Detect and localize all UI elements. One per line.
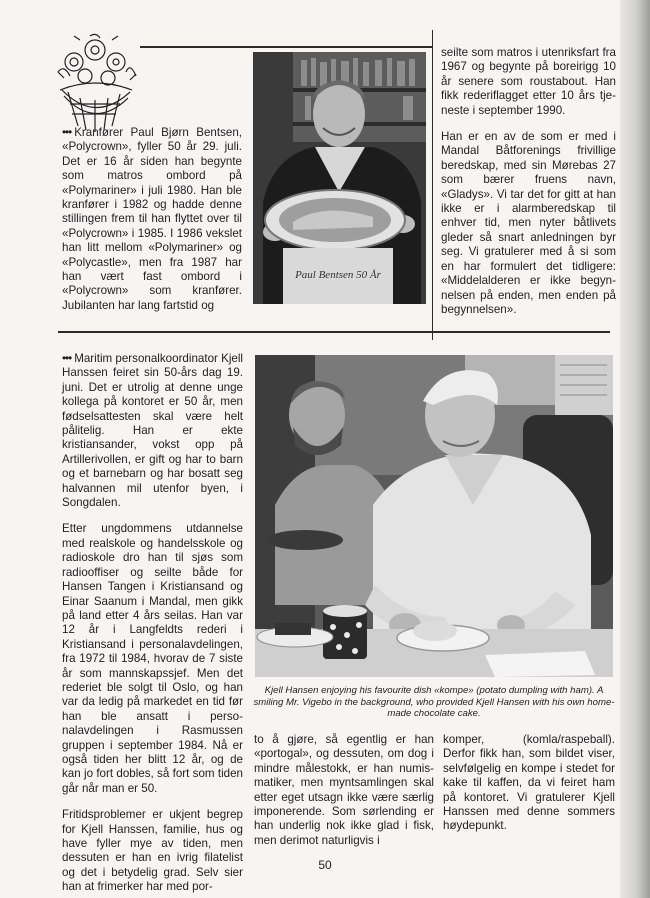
article1-continued-paragraph-2: Han er en av de som er med i Mandal Båtforenings frivillige beredskap, med sin Mørebas 27 som bærer fruens navn, «Gladys». Vi tar det for gitt at han ikke er i alarmberedskap til enhver tid, men nyter båtlivets gleder så snart anledningen byr seg. Vi gratulerer med å si som en har formulert det tidligere: «Middelalderen er ikke begynnelsen på enden, men enden på begynnelsen».: [441, 130, 616, 316]
article2-left-column: [62, 352, 244, 894]
article2-middle-column: [254, 733, 434, 845]
cake-inscription: Paul Bentsen 50 År: [295, 269, 381, 281]
article2-right-column: [443, 733, 615, 845]
article2-right-text: komper, (komla/raspeball). Derfor fikk han, som bildet viser, selvfølgelig en kompe i stedet for kake til kaffen, da vi feiret ham på kontoret. Vi gratulerer Kjell Hanssen med denne sommers høydepunkt.: [443, 733, 615, 833]
article2-middle-text: to å gjøre, så egentlig er han «portogal», og dessuten, om dog i mindre målestokk, er han numismatiker, men myntsamlingen skal etter eget utsagn ikke være særlig imponerende. Som sørlending er han underlig nok ikke glad i fisk, men derimot naturligvis i: [254, 733, 434, 847]
top-rule-left: [140, 46, 432, 48]
article2-paragraph-1: [62, 352, 243, 510]
page-number: 50: [318, 858, 332, 872]
flower-basket-logo: [50, 32, 140, 132]
photo-caption: Kjell Hansen enjoying his favourite dish «kompe» (potato dumpling with ham). A smiling Mr. Vigebo in the background, who provided Kjell Hansen with his own home-made chocolate cake.: [253, 685, 615, 720]
article2-paragraph-2: Etter ungdommens utdannelse med realskole og handelsskole og radioskole dro han til sjøs som radiooffiser og seilte både for Hansen Tangen i Kristiansand og Einar Saanum i Mandal, men gikk på land etter 4 års seilas. Han var 12 år i Langfeldts rederi i Kristiansand i personalavdelingen, fra 1972 til 1984, hvorav de 7 siste år som mannskapssjef. Men det rederiet ble solgt til Oslo, og han var da ledig på markedet en tid før han ble ansatt i personalavdelingen i Rasmussen gruppen i september 1984. Nå er også tiden her blitt 12 år, og de kan jo fort dobles, så fort som tiden går når man er 50.: [62, 522, 243, 795]
article1-left-column: [62, 126, 242, 326]
article2-paragraph-3: Fritidsproblemer er ukjent begrep for Kjell Hanssen, familie, hus og have fyller mye av tiden, men dessuten er han en ivrig filatelist og det i betydelig grad. Selv sier han at frimerker har med por-: [62, 808, 243, 894]
photo-kjell-hanssen-kompe: [255, 355, 613, 677]
column-separator-top: [432, 30, 433, 340]
photo-paul-bentsen-cake: [253, 52, 426, 304]
bullet-marker: •••: [62, 126, 72, 139]
article1-right-column: [441, 46, 616, 326]
bullet-marker: •••: [62, 352, 72, 365]
section-divider: [58, 331, 610, 333]
article1-lead-text: Kranfører Paul Bjørn Bentsen, «Polycrown», fyller 50 år 29. juli. Det er 16 år siden han begynte som matros ombord på «Polymariner» i juli 1980. Han ble kranfører i 1982 og hadde denne stillingen frem til han flyttet over til «Polycrown» i 1985. I 1986 vekslet han litt mellom «Polymariner» og «Polycastle», men fra 1987 har han vært fast ombord i «Polycrown» som kranfører. Jubilanten har lang fartstid og: [62, 126, 242, 312]
article2-paragraph-1-text: Maritim personalkoordinator Kjell Hanssen feiret sin 50-års dag 19. juni. Det er utrolig at denne unge kollega på kontoret er 50 år, men fødselsattesten skal være helt pålitelig. Han er ekte kristiansander, vokst opp på Artillerivollen, er gift og har to barn og et barnebarn og har bosatt seg halvannen mil utenfor byen, i Songdalen.: [62, 352, 244, 510]
article1-continued-paragraph-1: seilte som matros i utenriksfart fra 1967 og begynte på boreirigg 10 år senere som roustabout. Han fikk rederiflagget etter 10 års tjeneste i september 1990.: [441, 46, 616, 117]
page-edge-shadow: [620, 0, 650, 898]
